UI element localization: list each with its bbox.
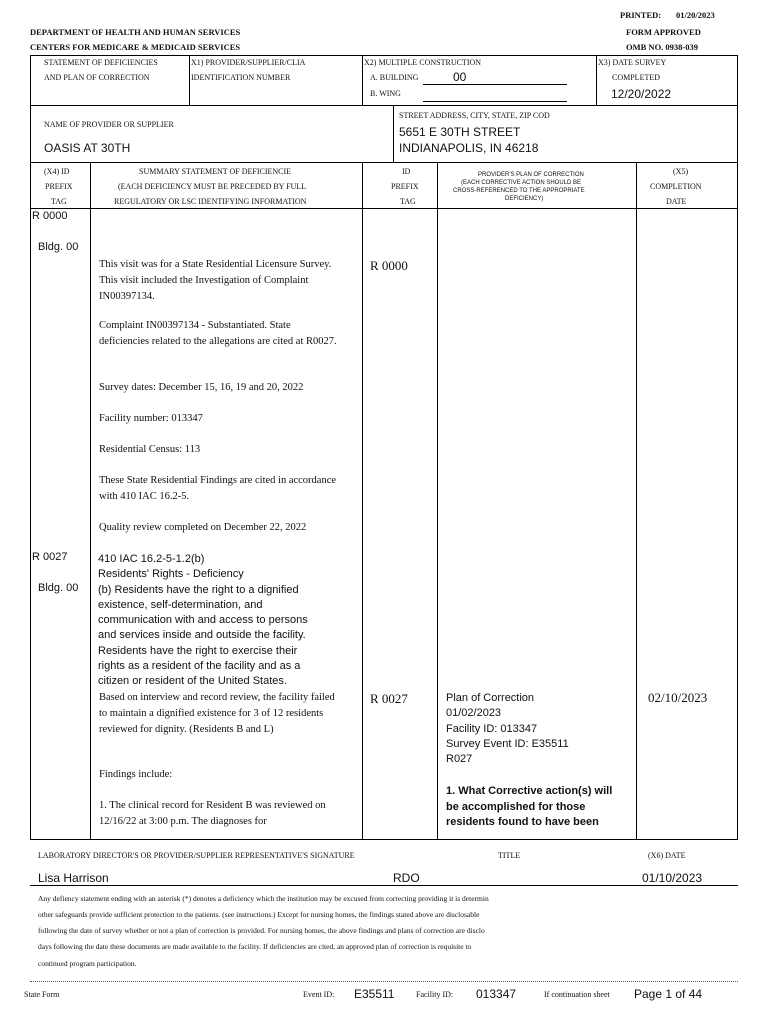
top-box-bottom [30,105,738,106]
completion-date: 02/10/2023 [648,690,708,705]
footer-event-label: Event ID: [303,990,335,999]
col-div-4 [636,162,637,840]
provider-name-label: NAME OF PROVIDER OR SUPPLIER [44,120,174,129]
tag-r0000: R 0000 [32,210,68,222]
top-box-top [30,55,738,56]
provider-name-value: OASIS AT 30TH [44,141,131,155]
header-row-bottom [30,208,738,209]
paragraph-census: Residential Census: 113 [99,444,201,455]
signature-date: 01/10/2023 [642,871,703,885]
statement-line1: STATEMENT OF DEFICIENCIES [44,58,158,67]
col-div-3 [437,162,438,840]
bldg-label-2: Bldg. 00 [38,582,79,594]
id-header-3: TAG [400,197,416,206]
table-bottom [30,839,738,840]
printed-date: 01/20/2023 [676,10,715,20]
finding-resident-b: 1. The clinical record for Resident B was reviewed on 12/16/22 at 3:00 p.m. The diagnoses for [99,800,326,827]
plan-header-3: CROSS-REFERENCED TO THE APPROPRIATE [453,188,585,194]
address-line2: INDIANAPOLIS, IN 46218 [399,141,539,155]
x2-wing-label: B. WING [370,89,401,98]
x5-header-2: COMPLETION [650,182,702,191]
footer-event-value: E35511 [354,987,395,1001]
x4-header-3: TAG [51,197,67,206]
plan-of-correction-text: Plan of Correction 01/02/2023 Facility ID: 013347 Survey Event ID: E35511 R027 [446,692,569,766]
paragraph-complaint: Complaint IN00397134 - Substantiated. State deficiencies related to the allegations are cited at R0027. [99,320,337,347]
wing-underline [423,101,567,102]
summary-header-2: (EACH DEFICIENCY MUST BE PRECEDED BY FULL [118,182,307,191]
omb-number: OMB NO. 0938-039 [626,42,699,52]
paragraph-quality-review: Quality review completed on December 22, 2022 [99,522,307,533]
building-underline [423,84,567,85]
findings-include: Findings include: [99,769,173,780]
x5-header-1: (X5) [673,167,689,176]
plan-header-2: (EACH CORRECTIVE ACTION SHOULD BE [461,180,582,186]
signer-title: RDO [393,871,420,885]
plan-header-1: PROVIDER'S PLAN OF CORRECTION [478,172,584,178]
col-div-1 [90,162,91,840]
regulation-text: 410 IAC 16.2-5-1.2(b) Residents' Rights - Deficiency (b) Residents have the right to a dignified existence, self-determination, and communication with and access to persons and services inside and outside the facility. Residents have the right to exercise their rights as a resident of the facility and as a citizen or resident of the United States. [98,553,308,688]
paragraph-survey-dates: Survey dates: December 15, 16, 19 and 20, 2022 [99,382,304,393]
footer-dotted-rule [30,981,738,982]
provider-divider [393,105,394,163]
signature-label: LABORATORY DIRECTOR'S OR PROVIDER/SUPPLIER REPRESENTATIVE'S SIGNATURE [38,851,355,860]
x1-line2: IDENTIFICATION NUMBER [191,73,291,82]
statement-line2: AND PLAN OF CORRECTION [44,73,150,82]
x2-building-label: A. BUILDING [370,73,419,82]
x2-title: X2) MULTIPLE CONSTRUCTION [364,58,482,67]
x5-header-3: DATE [666,197,687,206]
paragraph-visit: This visit was for a State Residential Licensure Survey. This visit included the Investigation of Complaint IN00397134. [99,259,332,302]
table-right [737,162,738,840]
footer-page-number: Page 1 of 44 [634,987,703,1001]
signature-bottom-line [30,885,738,886]
disclaimer-line-5: continued program participation. [38,959,137,968]
disclaimer-line-3: following the date of survey whether or not a plan of correction is provided. For nursing homes, the above findings and plans of correction are disclo [38,926,485,935]
title-label: TITLE [498,851,521,860]
id-header-2: PREFIX [391,182,419,191]
centers-title: CENTERS FOR MEDICARE & MEDICAID SERVICES [30,42,241,52]
disclaimer-line-1: Any defiency statement ending with an asterisk (*) denotes a deficiency which the institution may be excused from correcting providing it is determin [38,894,489,903]
paragraph-findings-cited: These State Residential Findings are cited in accordance with 410 IAC 16.2-5. [99,475,337,502]
signer-name: Lisa Harrison [38,871,109,885]
x1-line1: X1) PROVIDER/SUPPLIER/CLIA [191,58,306,67]
disclaimer-line-4: days following the date these documents are made available to the facility. If deficiencies are cited, an approved plan of correction is requisite to [38,942,472,951]
form-approved: FORM APPROVED [626,27,701,37]
x2-building-value: 00 [453,70,467,84]
div-x2 [362,55,363,105]
plan-header-4: DEFICIENCY) [505,196,544,202]
address-line1: 5651 E 30TH STREET [399,125,521,139]
x4-header-1: (X4) ID [44,167,70,176]
printed-label: PRINTED: [620,10,662,20]
div-x1 [189,55,190,105]
bldg-label-1: Bldg. 00 [38,241,79,253]
footer-facility-label: Facility ID: [416,990,454,999]
plan-corrective-action: 1. What Corrective action(s) will be accomplished for those residents found to have been [446,785,613,828]
x3-date-value: 12/20/2022 [611,87,672,101]
x3-line2: COMPLETED [612,73,660,82]
x3-line1: X3) DATE SURVEY [598,58,667,67]
div-x3 [596,55,597,105]
footer-facility-value: 013347 [476,987,517,1001]
footer-continuation: If continuation sheet [544,990,610,999]
table-left [30,162,31,840]
provider-bottom [30,162,738,163]
finding-basis: Based on interview and record review, the facility failed to maintain a dignified existence for 3 of 12 residents reviewed for dignity. (Residents B and L) [99,692,335,735]
top-box-right [737,55,738,165]
footer-state-form: State Form [24,990,60,999]
address-label: STREET ADDRESS, CITY, STATE, ZIP COD [399,111,550,120]
summary-header-3: REGULATORY OR LSC IDENTIFYING INFORMATION [114,197,307,206]
department-title: DEPARTMENT OF HEALTH AND HUMAN SERVICES [30,27,241,37]
paragraph-facility-number: Facility number: 013347 [99,413,203,424]
id-header-1: ID [402,167,411,176]
id-r0000: R 0000 [370,258,408,273]
signature-date-label: (X6) DATE [648,851,686,860]
disclaimer-line-2: other safeguards provide sufficient protection to the patients. (see instructions.) Except for nursing homes, the findings stated above are disclosable [38,910,480,919]
id-r0027: R 0027 [370,691,408,706]
x4-header-2: PREFIX [45,182,73,191]
col-div-2 [362,162,363,840]
top-box-left [30,55,31,165]
tag-r0027: R 0027 [32,551,68,563]
summary-header-1: SUMMARY STATEMENT OF DEFICIENCIE [139,167,292,176]
